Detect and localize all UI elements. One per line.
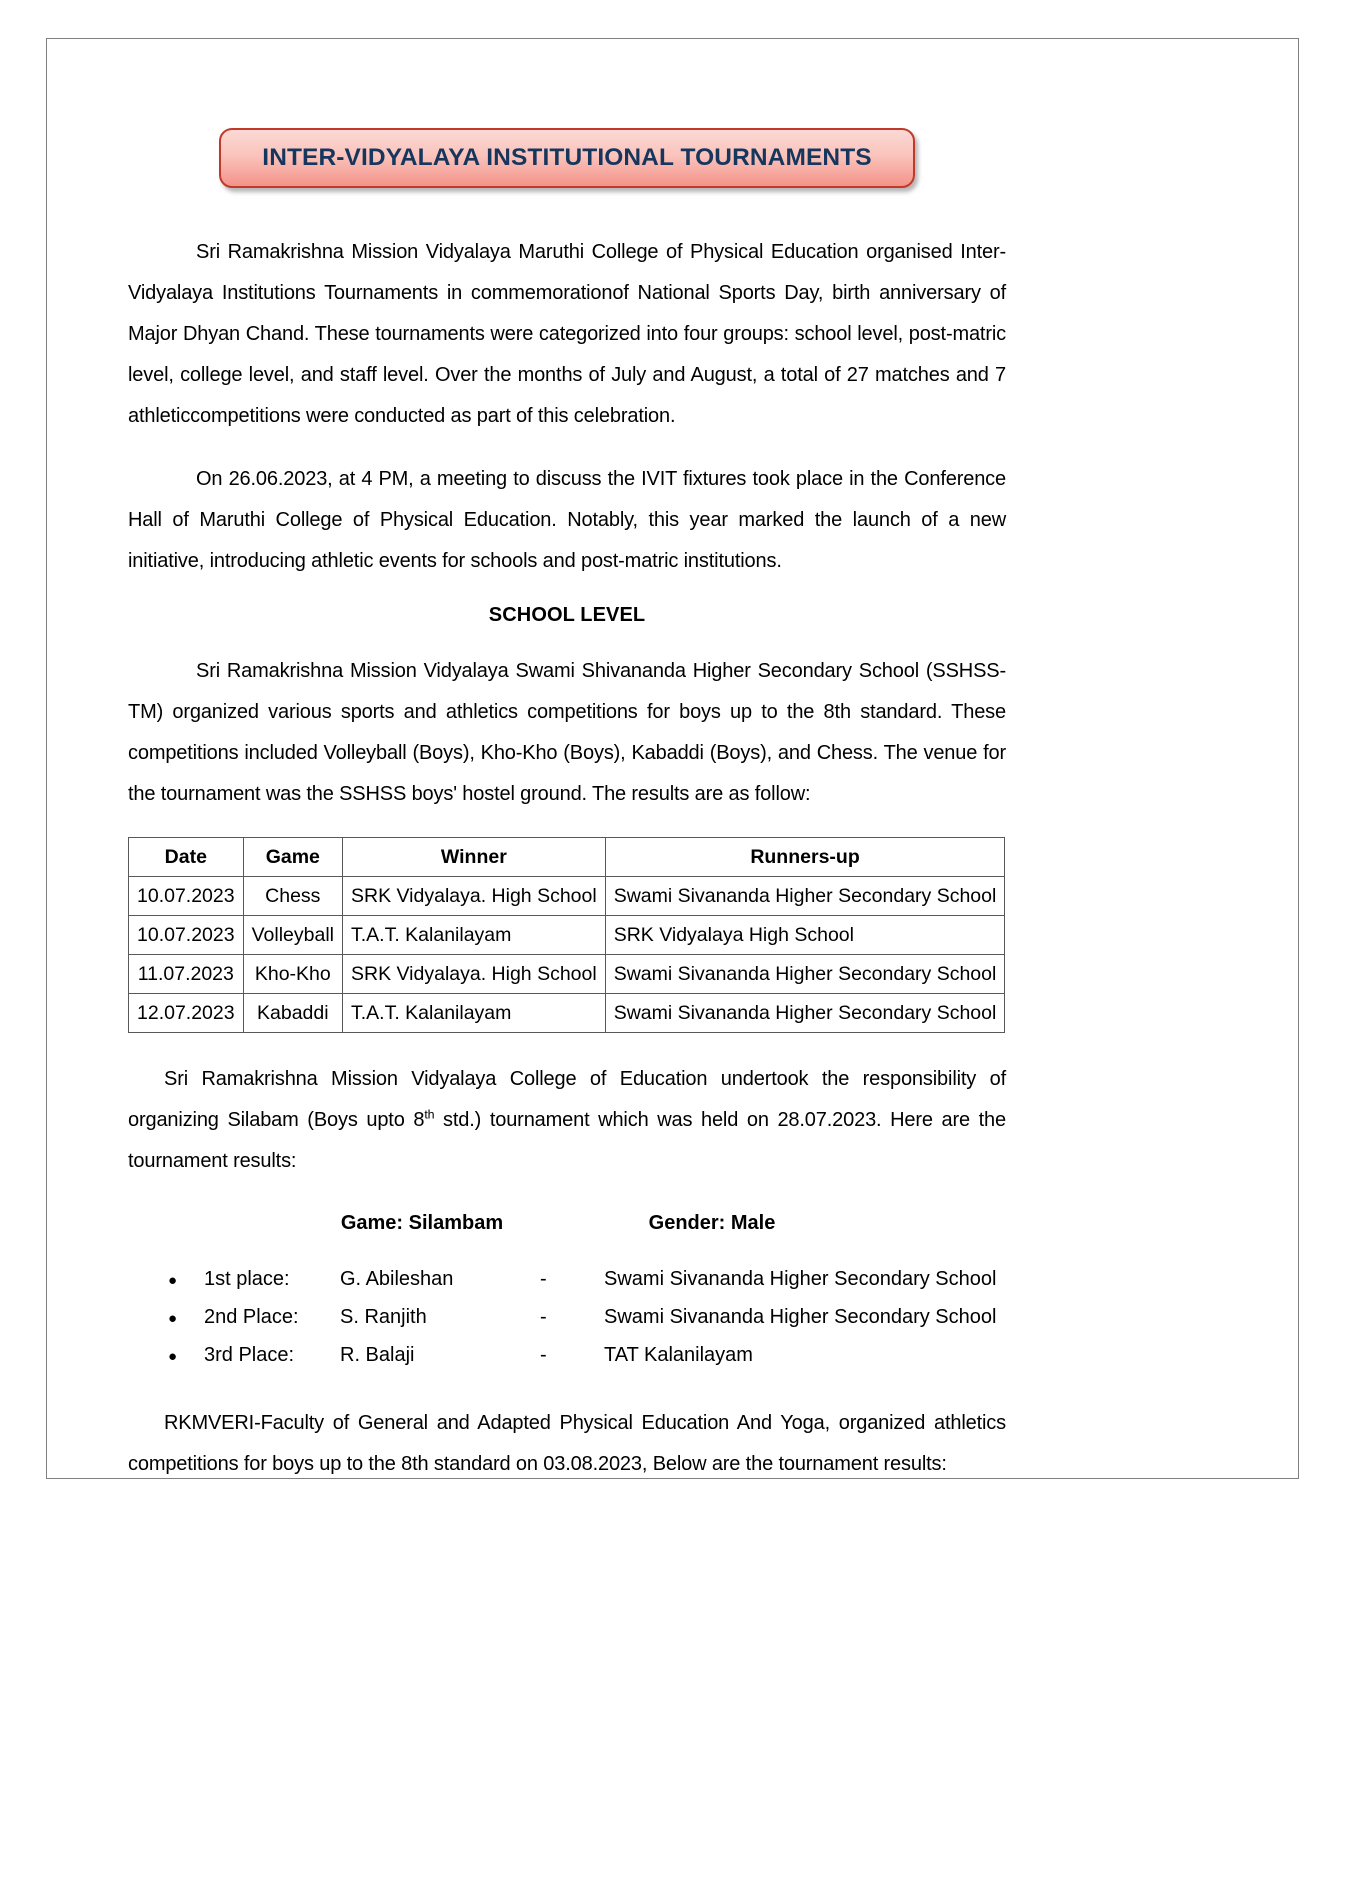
place-organisation: TAT Kalanilayam — [604, 1344, 753, 1366]
place-organisation: Swami Sivananda Higher Secondary School — [604, 1306, 997, 1328]
column-header-runners-up: Runners-up — [605, 838, 1005, 877]
document-content — [128, 128, 1006, 1507]
place-rank: 3rd Place: — [204, 1344, 295, 1366]
paragraph-meeting: On 26.06.2023, at 4 PM, a meeting to discuss the IVIT fixtures took place in the Conference Hall of Maruthi College of Physical Education. Notably, this year marked the launch of a new initiative, introducing athletic events for schools and post-matric institutions. — [128, 468, 1006, 572]
cell-game: Kabaddi — [243, 994, 342, 1033]
table-row — [129, 877, 1005, 916]
place-separator: - — [540, 1344, 547, 1366]
cell-date: 10.07.2023 — [129, 916, 244, 955]
place-name: R. Balaji — [340, 1344, 415, 1366]
cell-winner: T.A.T. Kalanilayam — [343, 994, 606, 1033]
list-item — [168, 1261, 1006, 1299]
cell-date: 10.07.2023 — [129, 877, 244, 916]
place-separator: - — [540, 1306, 547, 1328]
place-rank: 2nd Place: — [204, 1306, 299, 1328]
silambam-placements-list — [128, 1261, 1006, 1375]
paragraph-intro: Sri Ramakrishna Mission Vidyalaya Maruthi College of Physical Education organised Inter-Vidyalaya Institutions Tournaments in commemorationof National Sports Day, birth anniversary of Major Dhyan Chand. These tournaments were categorized into four groups: school level, post-matric level, college level, and staff level. Over the months of July and August, a total of 27 matches and 7 athleticcompetitions were conducted as part of this celebration. — [128, 241, 1006, 427]
table-header-row — [129, 838, 1005, 877]
column-header-game: Game — [243, 838, 342, 877]
paragraph-rkmveri: RKMVERI-Faculty of General and Adapted Physical Education And Yoga, organized athletics competitions for boys up to the 8th standard on 03.08.2023, Below are the tournament results: — [128, 1412, 1006, 1475]
cell-game: Chess — [243, 877, 342, 916]
cell-runners-up: SRK Vidyalaya High School — [605, 916, 1005, 955]
table-row — [129, 955, 1005, 994]
paragraph-silambam-intro — [128, 1059, 1006, 1182]
event-gender-label: Gender: Male — [648, 1212, 776, 1234]
bullet-icon: ● — [168, 1348, 178, 1365]
cell-winner: SRK Vidyalaya. High School — [343, 955, 606, 994]
page-title: INTER-VIDYALAYA INSTITUTIONAL TOURNAMENTS — [262, 144, 872, 171]
table-row — [129, 994, 1005, 1033]
paragraph-school-level-intro: Sri Ramakrishna Mission Vidyalaya Swami Shivananda Higher Secondary School (SSHSS-TM) organized various sports and athletics competitions for boys up to the 8th standard. These competitions included Volleyball (Boys), Kho-Kho (Boys), Kabaddi (Boys), and Chess. The venue for the tournament was the SSHSS boys' hostel ground. The results are as follow: — [128, 660, 1006, 805]
ordinal-suffix: th — [424, 1107, 435, 1122]
event-game-label: Game: Silambam — [340, 1212, 504, 1234]
cell-game: Volleyball — [243, 916, 342, 955]
place-organisation: Swami Sivananda Higher Secondary School — [604, 1268, 997, 1290]
heading-school-level: SCHOOL LEVEL — [488, 604, 646, 626]
bullet-icon: ● — [168, 1272, 178, 1289]
list-item — [168, 1299, 1006, 1337]
silambam-intro-part-b: std.) tournament which was held on 28.07.2023. Here are the tournament results: — [128, 1109, 1006, 1172]
results-table — [128, 837, 1005, 1033]
cell-date: 12.07.2023 — [129, 994, 244, 1033]
place-separator: - — [540, 1268, 547, 1290]
silambam-event-header — [128, 1212, 1006, 1235]
silambam-intro-part-a: Sri Ramakrishna Mission Vidyalaya College of Education undertook the responsibility of organizing Silabam (Boys upto 8 — [128, 1068, 1006, 1131]
cell-winner: SRK Vidyalaya. High School — [343, 877, 606, 916]
cell-runners-up: Swami Sivananda Higher Secondary School — [605, 877, 1005, 916]
title-banner — [219, 128, 915, 188]
cell-game: Kho-Kho — [243, 955, 342, 994]
cell-date: 11.07.2023 — [129, 955, 244, 994]
cell-runners-up: Swami Sivananda Higher Secondary School — [605, 994, 1005, 1033]
bullet-icon: ● — [168, 1310, 178, 1327]
place-name: S. Ranjith — [340, 1306, 427, 1328]
column-header-winner: Winner — [343, 838, 606, 877]
list-item — [168, 1337, 1006, 1375]
cell-runners-up: Swami Sivananda Higher Secondary School — [605, 955, 1005, 994]
column-header-date: Date — [129, 838, 244, 877]
title-banner-container — [128, 128, 1006, 188]
place-rank: 1st place: — [204, 1268, 290, 1290]
cell-winner: T.A.T. Kalanilayam — [343, 916, 606, 955]
table-row — [129, 916, 1005, 955]
place-name: G. Abileshan — [340, 1268, 454, 1290]
